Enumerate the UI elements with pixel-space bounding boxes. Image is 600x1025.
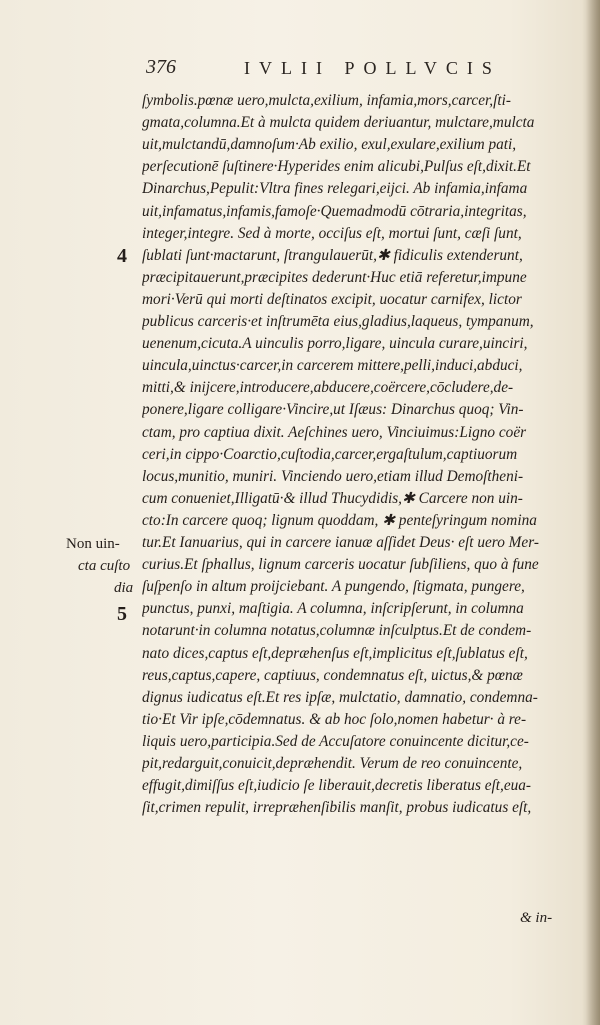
text-line: ctam, pro captiua dixit. Aeſchines uero, Vinciuimus:Ligno coër <box>142 423 527 441</box>
text-line: ſublati ſunt·mactarunt, ſtrangulauerūt,✱ fidiculis extenderunt, <box>142 246 523 264</box>
text-line: pit,redarguit,conuicit,depræhendit. Verum de reo conuincente, <box>142 755 523 772</box>
margin-section-number: 4 <box>117 245 127 267</box>
margin-note-line: Non uin- <box>66 536 120 552</box>
text-line: dignus iudicatus eſt.Et res ipſæ, mulctatio, damnatio, condemna- <box>142 688 538 706</box>
text-line: publicus carceris·et inſtrumēta eius,gladius,laqueus, tympanum, <box>142 313 534 330</box>
text-line: nato dices,captus eſt,depræhenſus eſt,implicitus eſt,ſublatus eſt, <box>142 644 528 662</box>
text-line: liquis uero,participia.Sed de Accuſatore conuincente dicitur,ce- <box>142 732 529 750</box>
margin-note-line: dia <box>114 580 134 596</box>
text-line: integer,integre. Sed à morte, occiſus eſt, mortui ſunt, cæſi ſunt, <box>142 224 522 242</box>
text-line: mitti,& inijcere,introducere,abducere,coërcere,cōcludere,de- <box>142 379 514 397</box>
text-line: reus,captus,capere, captiuus, condemnatus eſt, uictus,& pœnæ <box>142 666 523 684</box>
catchword: & in- <box>520 910 553 926</box>
text-line: effugit,dimiſſus eſt,iudicio ſe liberauit,decretis liberatus eſt,eua- <box>142 777 532 795</box>
text-line: uit,mulctandū,damnoſum·Ab exilio, exul,exulare,exilium pati, <box>142 136 517 154</box>
text-line: cto:In carcere quoq; lignum quoddam, ✱ penteſyringum nomina <box>142 511 537 529</box>
text-line: punctus, punxi, maſtigia. A columna, inſcripſerunt, in columna <box>142 600 524 618</box>
margin-section-number: 5 <box>117 603 127 625</box>
text-line: tur.Et Ianuarius, qui in carcere ianuæ aſſidet Deus· eſt uero Mer- <box>142 534 539 551</box>
page-number: 376 <box>146 56 176 78</box>
text-line: mori·Verū qui morti deſtinatos excipit, uocatur carnifex, lictor <box>142 290 522 308</box>
text-line: locus,munitio, muniri. Vinciendo uero,etiam illud Demoſtheni- <box>142 467 524 485</box>
text-line: notarunt·in columna notatus,columnæ inſculptus.Et de condem- <box>142 622 532 640</box>
text-line: tio·Et Vir ipſe,cōdemnatus. & ab hoc ſolo,nomen habetur· à re- <box>142 710 527 728</box>
text-line: præcipitauerunt,præcipites dederunt·Huc etiā referetur,impune <box>142 268 527 286</box>
text-line: ceri,in cippo·Coarctio,cuſtodia,carcer,ergaſtulum,captiuorum <box>142 445 518 463</box>
text-line: perſecutionē ſuſtinere·Hyperides enim alicubi,Pulſus eſt,dixit.Et <box>142 158 531 176</box>
text-line: cum conueniet,Illigatū·& illud Thucydidis,✱ Carcere non uin- <box>142 489 523 507</box>
text-line: ſit,crimen repulit, irrepræhenſibilis manſit, probus iudicatus eſt, <box>142 799 532 817</box>
text-line: ponere,ligare colligare·Vincire,ut Iſæus: Dinarchus quoq; Vin- <box>142 401 524 419</box>
running-title: IVLII POLLVCIS <box>244 58 501 78</box>
text-line: uincula,uinctus·carcer,in carcerem mittere,pelli,induci,abduci, <box>142 357 523 375</box>
text-line: gmata,columna.Et à mulcta quidem deriuantur, mulctare,mulcta <box>142 114 535 132</box>
text-line: uit,infamatus,infamis,famoſe·Quemadmodū cōtraria,integritas, <box>142 202 527 220</box>
text-line: ſuſpenſo in altum proijciebant. A pungendo, ſtigmata, pungere, <box>142 578 525 596</box>
text-line: uenenum,cicuta.A uinculis porro,ligare, uincula curare,uinciri, <box>142 335 528 353</box>
text-line: ſymbolis.pœnæ uero,mulcta,exilium, infamia,mors,carcer,ſti- <box>142 92 511 109</box>
text-line: Dinarchus,Pepulit:Vltra fines relegari,eijci. Ab infamia,infama <box>142 180 528 198</box>
page-header <box>146 56 546 84</box>
margin-note-line: cta cuſto <box>78 558 131 574</box>
text-line: curius.Et ſphallus, lignum carceris uocatur ſubſiliens, quo à fune <box>142 556 539 574</box>
